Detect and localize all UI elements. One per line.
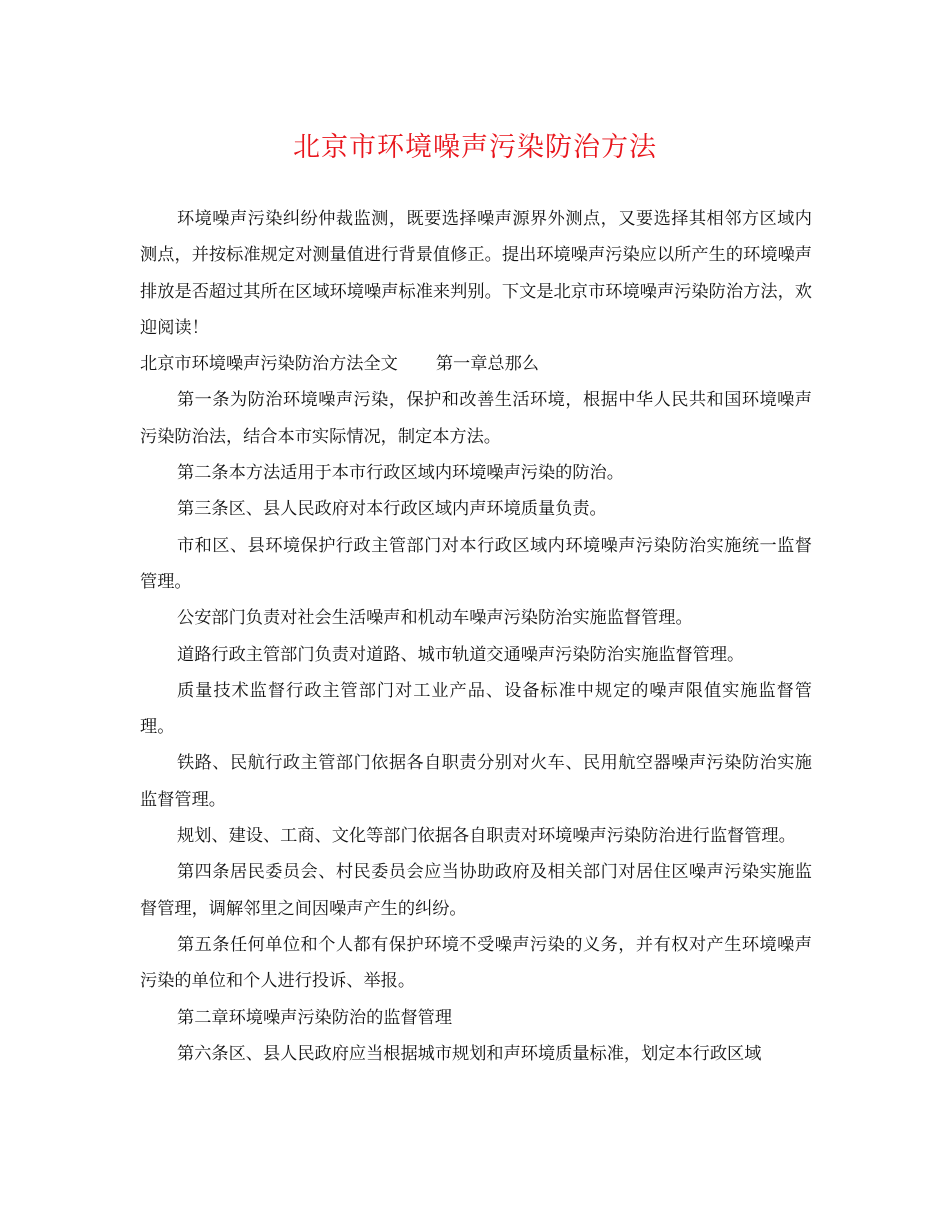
article-1: 第一条为防治环境噪声污染，保护和改善生活环境，根据中华人民共和国环境噪声污染防治法，结合本市实际情况，制定本方法。 [140, 390, 812, 447]
fulltext-label: 北京市环境噪声污染防治方法全文 [140, 354, 398, 375]
article-4: 第四条居民委员会、村民委员会应当协助政府及相关部门对居住区噪声污染实施监督管理，调解邻里之间因噪声产生的纠纷。 [140, 862, 812, 919]
article-6: 第六条区、县人民政府应当根据城市规划和声环境质量标准，划定本行政区域 [177, 1043, 762, 1064]
article-3-clause-road: 道路行政主管部门负责对道路、城市轨道交通噪声污染防治实施监督管理。 [177, 644, 745, 665]
chapter-1-heading: 第一章总那么 [435, 354, 539, 375]
document-body [140, 201, 812, 1072]
document-title: 北京市环境噪声污染防治方法 [293, 132, 657, 163]
article-3-clause-planning: 规划、建设、工商、文化等部门依据各自职责对环境噪声污染防治进行监督管理。 [177, 826, 796, 847]
article-2: 第二条本方法适用于本市行政区域内环境噪声污染的防治。 [177, 463, 624, 484]
intro-paragraph: 环境噪声污染纠纷仲裁监测，既要选择噪声源界外测点，又要选择其相邻方区域内测点，并按标准规定对测量值进行背景值修正。提出环境噪声污染应以所产生的环境噪声排放是否超过其所在区域环境噪声标准来判别。下文是北京市环境噪声污染防治方法，欢迎阅读！ [140, 209, 812, 338]
article-3-clause-quality: 质量技术监督行政主管部门对工业产品、设备标准中规定的噪声限值实施监督管理。 [140, 680, 812, 738]
article-3: 第三条区、县人民政府对本行政区域内声环境质量负责。 [177, 499, 607, 520]
fulltext-heading-row [140, 346, 812, 382]
article-3-clause-rail-aviation: 铁路、民航行政主管部门依据各自职责分别对火车、民用航空器噪声污染防治实施监督管理。 [140, 753, 812, 810]
article-5: 第五条任何单位和个人都有保护环境不受噪声污染的义务，并有权对产生环境噪声污染的单位和个人进行投诉、举报。 [140, 934, 812, 992]
article-3-clause-environment: 市和区、县环境保护行政主管部门对本行政区域内环境噪声污染防治实施统一监督管理。 [140, 535, 812, 592]
chapter-2-heading: 第二章环境噪声污染防治的监督管理 [177, 1007, 453, 1028]
article-3-clause-police: 公安部门负责对社会生活噪声和机动车噪声污染防治实施监督管理。 [177, 608, 693, 629]
